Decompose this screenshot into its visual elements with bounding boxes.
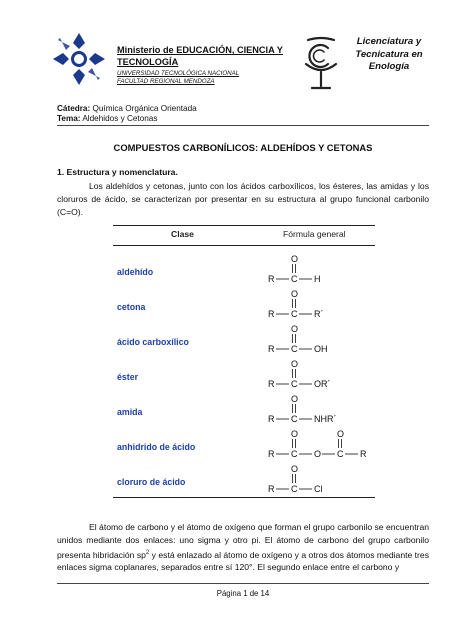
class-name: amida: [117, 407, 143, 417]
svg-text:OR´: OR´: [314, 379, 331, 389]
carbonyl-bonding-paragraph: [57, 521, 429, 574]
class-name: éster: [117, 372, 139, 382]
class-name: cetona: [117, 302, 146, 312]
svg-text:OH: OH: [314, 344, 328, 354]
footer-divider: [57, 583, 429, 584]
svg-text:O: O: [291, 394, 299, 404]
paragraph2-superscript: 2: [145, 549, 150, 556]
catedra-value: Química Orgánica Orientada: [92, 104, 197, 113]
class-name: ácido carboxílico: [117, 337, 189, 347]
section-heading: 1. Estructura y nomenclatura.: [57, 167, 178, 177]
class-name: anhidrido de ácido: [117, 442, 196, 452]
svg-text:R´: R´: [314, 309, 324, 319]
svg-text:H: H: [314, 274, 321, 284]
table-row: [113, 288, 375, 322]
paragraph2-text-2: y está enlazado al átomo de oxígeno y a otros dos átomos mediante tres enlaces sigma coplanares, separados entre sí 120°. El segundo enlace entre el carbono y: [57, 549, 429, 573]
svg-text:O: O: [314, 449, 322, 459]
svg-text:C: C: [291, 449, 298, 459]
tema-value: Aldehidos y Cetonas: [82, 114, 158, 123]
svg-text:R: R: [268, 449, 275, 459]
formula-ester: [268, 358, 378, 394]
tema-label: Tema:: [57, 114, 81, 123]
svg-text:O: O: [291, 359, 299, 369]
catedra-row: [57, 104, 197, 114]
utn-logo: [50, 30, 108, 88]
table-header-formula: Fórmula general: [283, 229, 346, 239]
table-bottom-rule: [113, 497, 375, 498]
formula-carboxylic-acid: [268, 323, 378, 359]
formula-acyl-chloride: [268, 463, 378, 499]
svg-text:O: O: [337, 429, 345, 439]
formula-ketone: [268, 288, 378, 324]
university-name: [117, 70, 239, 86]
degree-name: [348, 36, 430, 74]
svg-text:O: O: [291, 289, 299, 299]
course-info: [57, 104, 197, 124]
formula-aldehyde: [268, 253, 378, 289]
header-divider: [57, 125, 429, 126]
catedra-label: Cátedra:: [57, 104, 91, 113]
paragraph2-text-1: El átomo de carbono y el átomo de oxígeno que forman el grupo carbonilo se encuentran unidos mediante dos enlaces: uno sigma y otro pi. El átomo de carbono del grupo carbonilo presenta hibridación sp: [57, 522, 429, 560]
svg-text:R: R: [268, 344, 275, 354]
svg-text:R: R: [268, 309, 275, 319]
tema-row: [57, 114, 197, 124]
formula-anhydride: [268, 428, 378, 464]
table-row: [113, 463, 375, 497]
class-name: aldehído: [117, 267, 154, 277]
table-top-rule: [113, 225, 375, 226]
svg-text:C: C: [291, 274, 298, 284]
svg-text:O: O: [291, 324, 299, 334]
svg-text:C: C: [291, 379, 298, 389]
formula-amide: [268, 393, 378, 429]
table-row: [113, 358, 375, 392]
svg-text:NHR´: NHR´: [314, 414, 337, 424]
svg-text:C: C: [291, 414, 298, 424]
carbonyl-classes-table: [113, 225, 375, 498]
university-line-1: UNIVERSIDAD TECNOLÓGICA NACIONAL: [117, 70, 240, 77]
page-number: Página 1 de 14: [216, 589, 270, 598]
university-line-2: FACULTAD REGIONAL MENDOZA: [117, 78, 215, 85]
svg-text:O: O: [291, 254, 299, 264]
svg-text:C: C: [291, 344, 298, 354]
svg-text:Cl: Cl: [314, 484, 323, 494]
intro-paragraph: Los aldehídos y cetonas, junto con los ácidos carboxílicos, los ésteres, las amidas y los cloruros de ácido, se caracterizan por presentar en su estructura al grupo funcional carbonilo (C=O).: [57, 181, 429, 217]
svg-text:R: R: [360, 449, 367, 459]
table-header-class: Clase: [171, 229, 194, 239]
svg-text:O: O: [291, 429, 299, 439]
svg-text:R: R: [268, 274, 275, 284]
ministry-name: [117, 44, 287, 68]
ministry-line-2: TECNOLOGÍA: [117, 57, 179, 67]
svg-text:C: C: [337, 449, 344, 459]
table-row: [113, 428, 375, 462]
svg-text:C: C: [291, 484, 298, 494]
document-title: COMPUESTOS CARBONÍLICOS: ALDEHÍDOS Y CETONAS: [113, 142, 373, 153]
svg-text:O: O: [291, 464, 299, 474]
degree-line-1: Licenciatura y: [356, 36, 422, 47]
svg-text:C: C: [291, 309, 298, 319]
wine-glass-logo: [298, 34, 344, 92]
svg-text:R: R: [268, 484, 275, 494]
svg-text:R: R: [268, 414, 275, 424]
degree-line-2: Tecnicatura en: [355, 48, 423, 60]
table-row: [113, 323, 375, 357]
table-header-rule: [113, 245, 375, 246]
class-name: cloruro de ácido: [117, 477, 186, 487]
table-row: [113, 253, 375, 287]
table-row: [113, 393, 375, 427]
ministry-line-1: Ministerio de EDUCACIÓN, CIENCIA Y: [117, 45, 283, 55]
svg-text:R: R: [268, 379, 275, 389]
degree-line-3: Enología: [368, 61, 410, 72]
